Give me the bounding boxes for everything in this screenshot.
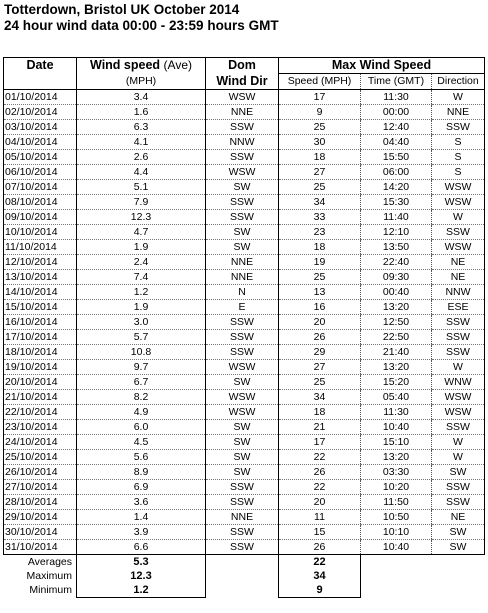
max-direction-cell: SSW: [432, 345, 485, 360]
max-direction-cell: S: [432, 135, 485, 150]
ave-speed-cell: 1.9: [77, 300, 206, 315]
dom-dir-cell: SSW: [206, 150, 279, 165]
max-speed-cell: 25: [279, 180, 361, 195]
date-cell: 29/10/2014: [4, 510, 77, 525]
table-row: [4, 420, 485, 435]
table-row: [4, 105, 485, 120]
date-cell: 01/10/2014: [4, 90, 77, 105]
ave-speed-cell: 2.6: [77, 150, 206, 165]
header-wind-speed: [77, 58, 206, 74]
date-cell: 04/10/2014: [4, 135, 77, 150]
page-title: Totterdown, Bristol UK October 2014: [4, 2, 240, 17]
date-cell: 16/10/2014: [4, 315, 77, 330]
max-direction-cell: S: [432, 150, 485, 165]
dom-dir-cell: SW: [206, 420, 279, 435]
dom-dir-cell: SSW: [206, 480, 279, 495]
max-speed-cell: 34: [279, 390, 361, 405]
table-row: [4, 480, 485, 495]
date-cell: 22/10/2014: [4, 405, 77, 420]
ave-speed-cell: 4.9: [77, 405, 206, 420]
header-wind-speed-unit: (MPH): [77, 74, 206, 90]
date-cell: 26/10/2014: [4, 465, 77, 480]
table-row: [4, 540, 485, 555]
ave-speed-cell: 4.4: [77, 165, 206, 180]
dom-dir-cell: WSW: [206, 390, 279, 405]
table-row: [4, 240, 485, 255]
max-time-cell: 13:50: [361, 240, 432, 255]
ave-speed-cell: 7.4: [77, 270, 206, 285]
ave-speed-cell: 4.7: [77, 225, 206, 240]
max-direction-cell: WSW: [432, 240, 485, 255]
max-speed-cell: 30: [279, 135, 361, 150]
max-speed-cell: 25: [279, 120, 361, 135]
max-time-cell: 11:30: [361, 405, 432, 420]
date-cell: 10/10/2014: [4, 225, 77, 240]
max-time-cell: 13:20: [361, 300, 432, 315]
dom-dir-cell: SW: [206, 465, 279, 480]
header-dom: Dom: [206, 58, 279, 74]
dom-dir-cell: SSW: [206, 210, 279, 225]
ave-speed-cell: 6.3: [77, 120, 206, 135]
header-date: Date: [4, 58, 77, 74]
table-row: [4, 150, 485, 165]
table-row: [4, 120, 485, 135]
max-speed-cell: 13: [279, 285, 361, 300]
header-time-gmt: Time (GMT): [361, 74, 432, 90]
dom-dir-cell: NNW: [206, 135, 279, 150]
max-speed-cell: 18: [279, 405, 361, 420]
max-time-cell: 04:40: [361, 135, 432, 150]
dom-dir-cell: WSW: [206, 90, 279, 105]
dom-dir-cell: E: [206, 300, 279, 315]
max-time-cell: 00:00: [361, 105, 432, 120]
ave-maximum-value: 12.3: [77, 569, 206, 583]
max-direction-cell: NE: [432, 510, 485, 525]
max-speed-cell: 22: [279, 480, 361, 495]
table-row: [4, 345, 485, 360]
max-speed-cell: 34: [279, 195, 361, 210]
dom-dir-cell: SW: [206, 180, 279, 195]
max-time-cell: 10:10: [361, 525, 432, 540]
ave-speed-cell: 4.1: [77, 135, 206, 150]
max-speed-cell: 22: [279, 450, 361, 465]
date-cell: 05/10/2014: [4, 150, 77, 165]
dom-dir-cell: SSW: [206, 330, 279, 345]
dom-dir-cell: WSW: [206, 360, 279, 375]
date-cell: 17/10/2014: [4, 330, 77, 345]
max-direction-cell: SW: [432, 525, 485, 540]
max-direction-cell: W: [432, 435, 485, 450]
date-cell: 08/10/2014: [4, 195, 77, 210]
max-speed-cell: 23: [279, 225, 361, 240]
max-direction-cell: S: [432, 165, 485, 180]
ave-speed-cell: 3.9: [77, 525, 206, 540]
max-direction-cell: NE: [432, 255, 485, 270]
ave-speed-cell: 1.4: [77, 510, 206, 525]
max-time-cell: 13:20: [361, 360, 432, 375]
max-time-cell: 13:20: [361, 450, 432, 465]
max-direction-cell: SSW: [432, 315, 485, 330]
max-time-cell: 15:30: [361, 195, 432, 210]
date-cell: 12/10/2014: [4, 255, 77, 270]
max-direction-cell: SW: [432, 465, 485, 480]
page-subtitle: 24 hour wind data 00:00 - 23:59 hours GMT: [4, 18, 279, 33]
ave-speed-cell: 4.5: [77, 435, 206, 450]
ave-average-value: 5.3: [77, 555, 206, 570]
max-direction-cell: SSW: [432, 330, 485, 345]
dom-dir-cell: SW: [206, 375, 279, 390]
max-direction-cell: NNE: [432, 105, 485, 120]
max-speed-cell: 27: [279, 360, 361, 375]
date-cell: 21/10/2014: [4, 390, 77, 405]
max-time-cell: 10:40: [361, 540, 432, 555]
ave-speed-cell: 6.6: [77, 540, 206, 555]
ave-speed-cell: 3.6: [77, 495, 206, 510]
dom-dir-cell: SW: [206, 435, 279, 450]
max-speed-cell: 25: [279, 375, 361, 390]
table-row: [4, 315, 485, 330]
max-speed-cell: 26: [279, 540, 361, 555]
max-time-cell: 15:50: [361, 150, 432, 165]
header-speed-mph: Speed (MPH): [279, 74, 361, 90]
max-speed-cell: 26: [279, 330, 361, 345]
date-cell: 06/10/2014: [4, 165, 77, 180]
dom-dir-cell: SSW: [206, 120, 279, 135]
max-minimum-value: 9: [279, 583, 361, 598]
max-time-cell: 15:10: [361, 435, 432, 450]
table-row: [4, 270, 485, 285]
ave-speed-cell: 9.7: [77, 360, 206, 375]
ave-speed-cell: 6.7: [77, 375, 206, 390]
ave-speed-cell: 12.3: [77, 210, 206, 225]
header-direction: Direction: [432, 74, 485, 90]
table-row: [4, 135, 485, 150]
max-time-cell: 10:20: [361, 480, 432, 495]
table-row: [4, 195, 485, 210]
date-cell: 07/10/2014: [4, 180, 77, 195]
table-row: [4, 450, 485, 465]
dom-dir-cell: SSW: [206, 525, 279, 540]
table-row: [4, 210, 485, 225]
max-direction-cell: W: [432, 360, 485, 375]
max-speed-cell: 11: [279, 510, 361, 525]
table-row: [4, 285, 485, 300]
minimum-label: Minimum: [29, 584, 72, 597]
wind-data-table: [3, 57, 485, 598]
dom-dir-cell: NNE: [206, 270, 279, 285]
max-time-cell: 12:10: [361, 225, 432, 240]
header-wind-speed-sub: (Ave): [163, 58, 192, 73]
max-time-cell: 21:40: [361, 345, 432, 360]
max-time-cell: 11:50: [361, 495, 432, 510]
max-speed-cell: 18: [279, 240, 361, 255]
max-direction-cell: WSW: [432, 405, 485, 420]
max-speed-cell: 21: [279, 420, 361, 435]
header-date-blank: [4, 74, 77, 90]
max-speed-cell: 9: [279, 105, 361, 120]
max-speed-cell: 33: [279, 210, 361, 225]
table-row: [4, 435, 485, 450]
table-row: [4, 225, 485, 240]
ave-speed-cell: 7.9: [77, 195, 206, 210]
max-time-cell: 11:40: [361, 210, 432, 225]
ave-speed-cell: 8.9: [77, 465, 206, 480]
dom-dir-cell: N: [206, 285, 279, 300]
max-time-cell: 12:40: [361, 120, 432, 135]
header-max-wind-speed: Max Wind Speed: [279, 58, 485, 74]
max-direction-cell: SW: [432, 540, 485, 555]
table-row: [4, 300, 485, 315]
max-speed-cell: 27: [279, 165, 361, 180]
date-cell: 13/10/2014: [4, 270, 77, 285]
max-speed-cell: 20: [279, 495, 361, 510]
max-time-cell: 22:40: [361, 255, 432, 270]
date-cell: 23/10/2014: [4, 420, 77, 435]
max-direction-cell: WSW: [432, 195, 485, 210]
dom-dir-cell: SSW: [206, 540, 279, 555]
max-time-cell: 03:30: [361, 465, 432, 480]
table-row: [4, 465, 485, 480]
ave-speed-cell: 3.0: [77, 315, 206, 330]
max-direction-cell: WNW: [432, 375, 485, 390]
ave-speed-cell: 8.2: [77, 390, 206, 405]
max-direction-cell: ESE: [432, 300, 485, 315]
dom-dir-cell: SSW: [206, 495, 279, 510]
max-time-cell: 14:20: [361, 180, 432, 195]
max-time-cell: 15:20: [361, 375, 432, 390]
max-speed-cell: 15: [279, 525, 361, 540]
ave-speed-cell: 1.2: [77, 285, 206, 300]
date-cell: 03/10/2014: [4, 120, 77, 135]
date-cell: 09/10/2014: [4, 210, 77, 225]
dom-dir-cell: SSW: [206, 345, 279, 360]
date-cell: 28/10/2014: [4, 495, 77, 510]
max-time-cell: 09:30: [361, 270, 432, 285]
date-cell: 19/10/2014: [4, 360, 77, 375]
date-cell: 11/10/2014: [4, 240, 77, 255]
dom-dir-cell: SW: [206, 240, 279, 255]
max-direction-cell: W: [432, 90, 485, 105]
max-direction-cell: NNW: [432, 285, 485, 300]
date-cell: 20/10/2014: [4, 375, 77, 390]
max-time-cell: 10:50: [361, 510, 432, 525]
date-cell: 02/10/2014: [4, 105, 77, 120]
header-wind-speed-label: Wind speed: [90, 58, 161, 73]
max-direction-cell: SSW: [432, 225, 485, 240]
date-cell: 14/10/2014: [4, 285, 77, 300]
max-speed-cell: 17: [279, 435, 361, 450]
ave-speed-cell: 5.1: [77, 180, 206, 195]
ave-speed-cell: 3.4: [77, 90, 206, 105]
max-direction-cell: WSW: [432, 180, 485, 195]
ave-speed-cell: 5.7: [77, 330, 206, 345]
date-cell: 27/10/2014: [4, 480, 77, 495]
dom-dir-cell: SW: [206, 225, 279, 240]
max-speed-cell: 25: [279, 270, 361, 285]
header-wind-dir: Wind Dir: [206, 74, 279, 90]
max-direction-cell: SSW: [432, 495, 485, 510]
table-row: [4, 180, 485, 195]
max-direction-cell: WSW: [432, 390, 485, 405]
table-row: [4, 495, 485, 510]
ave-minimum-value: 1.2: [77, 583, 206, 598]
max-direction-cell: W: [432, 450, 485, 465]
max-time-cell: 10:40: [361, 420, 432, 435]
ave-speed-cell: 10.8: [77, 345, 206, 360]
max-time-cell: 12:50: [361, 315, 432, 330]
averages-label: Averages: [27, 556, 72, 568]
max-speed-cell: 20: [279, 315, 361, 330]
max-speed-cell: 17: [279, 90, 361, 105]
dom-dir-cell: SSW: [206, 195, 279, 210]
table-row: [4, 165, 485, 180]
table-row: [4, 255, 485, 270]
dom-dir-cell: NNE: [206, 105, 279, 120]
date-cell: 30/10/2014: [4, 525, 77, 540]
max-time-cell: 06:00: [361, 165, 432, 180]
dom-dir-cell: SW: [206, 450, 279, 465]
ave-speed-cell: 6.9: [77, 480, 206, 495]
date-cell: 31/10/2014: [4, 540, 77, 555]
ave-speed-cell: 5.6: [77, 450, 206, 465]
max-direction-cell: NE: [432, 270, 485, 285]
max-direction-cell: SSW: [432, 420, 485, 435]
ave-speed-cell: 2.4: [77, 255, 206, 270]
date-cell: 18/10/2014: [4, 345, 77, 360]
max-direction-cell: SSW: [432, 120, 485, 135]
table-row: [4, 525, 485, 540]
date-cell: 24/10/2014: [4, 435, 77, 450]
dom-dir-cell: NNE: [206, 510, 279, 525]
max-direction-cell: W: [432, 210, 485, 225]
table-row: [4, 510, 485, 525]
ave-speed-cell: 6.0: [77, 420, 206, 435]
table-row: [4, 375, 485, 390]
table-row: [4, 360, 485, 375]
table-row: [4, 405, 485, 420]
date-cell: 25/10/2014: [4, 450, 77, 465]
table-row: [4, 330, 485, 345]
date-cell: 15/10/2014: [4, 300, 77, 315]
dom-dir-cell: NNE: [206, 255, 279, 270]
maximum-label: Maximum: [26, 570, 72, 582]
ave-speed-cell: 1.9: [77, 240, 206, 255]
ave-speed-cell: 1.6: [77, 105, 206, 120]
max-direction-cell: SSW: [432, 480, 485, 495]
max-maximum-value: 34: [279, 569, 361, 583]
dom-dir-cell: WSW: [206, 405, 279, 420]
max-average-value: 22: [279, 555, 361, 570]
max-speed-cell: 26: [279, 465, 361, 480]
table-row: [4, 90, 485, 105]
max-time-cell: 00:40: [361, 285, 432, 300]
max-speed-cell: 19: [279, 255, 361, 270]
dom-dir-cell: SSW: [206, 315, 279, 330]
max-speed-cell: 16: [279, 300, 361, 315]
dom-dir-cell: WSW: [206, 165, 279, 180]
max-time-cell: 11:30: [361, 90, 432, 105]
max-time-cell: 05:40: [361, 390, 432, 405]
max-speed-cell: 18: [279, 150, 361, 165]
max-time-cell: 22:50: [361, 330, 432, 345]
max-speed-cell: 29: [279, 345, 361, 360]
table-row: [4, 390, 485, 405]
